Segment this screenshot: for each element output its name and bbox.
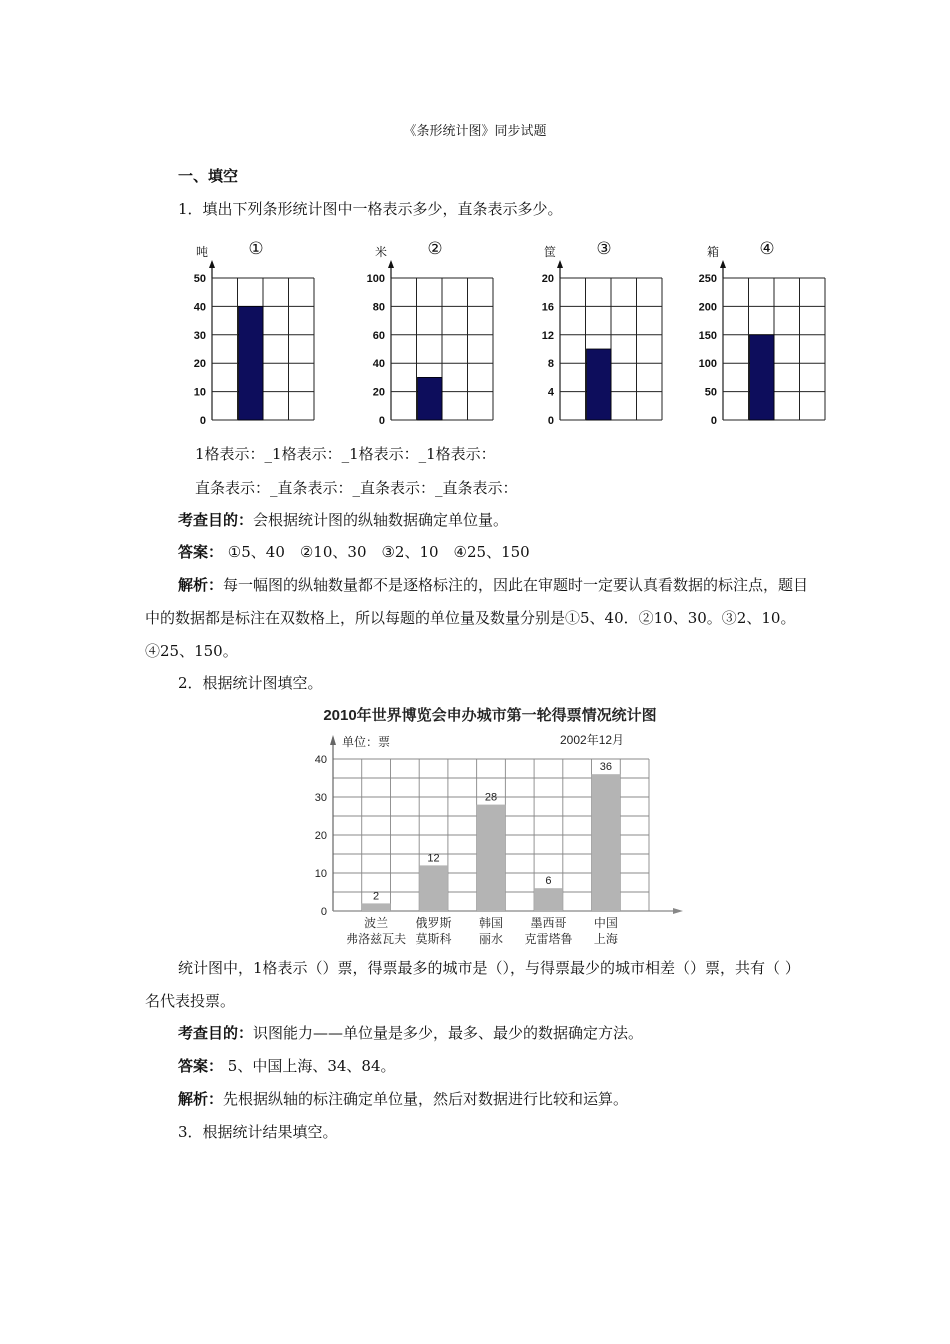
chart-marker: ② <box>427 239 443 258</box>
q1-purpose-text: 会根据统计图的纵轴数据确定单位量。 <box>253 511 509 529</box>
y-tick-label: 40 <box>372 358 385 371</box>
x-tick-label: 墨西哥 <box>530 916 567 930</box>
chart-title: 2010年世界博览会申办城市第一轮得票情况统计图 <box>323 707 657 724</box>
bar <box>418 377 443 420</box>
x-tick-label: 克雷塔鲁 <box>524 932 573 946</box>
q2-text: 统计图中，1格表示（）票，得票最多的城市是（），与得票最少的城市相差（）票，共有（ ）名代表投票。 <box>145 959 800 1010</box>
question-1: 1．填出下列条形统计图中一格表示多少，直条表示多少。 <box>178 200 563 218</box>
q2-analysis-text: 先根据纵轴的标注确定单位量，然后对数据进行比较和运算。 <box>223 1090 629 1108</box>
q1-charts <box>0 232 950 432</box>
bar <box>477 805 506 911</box>
data-label: 12 <box>427 852 440 865</box>
q2-analysis <box>178 1088 843 1110</box>
unit-label: 单位：票 <box>342 735 391 749</box>
q2-chart-svg <box>290 700 690 952</box>
y-axis-label: 箱 <box>706 245 719 259</box>
question-2: 2．根据统计图填空。 <box>178 674 323 692</box>
q2-answer-label: 答案： <box>178 1057 224 1075</box>
y-axis-arrow <box>388 260 394 268</box>
y-tick-label: 200 <box>698 301 717 314</box>
q1-chart-svg <box>0 232 950 432</box>
y-tick-label: 50 <box>193 273 206 285</box>
y-axis-label: 筐 <box>543 245 556 259</box>
x-tick-label: 中国 <box>593 916 618 930</box>
chart-marker: ③ <box>596 239 612 258</box>
q1-fill-line-2: 直条表示：_直条表示：_直条表示：_直条表示： <box>195 479 518 497</box>
q2-analysis-label: 解析： <box>178 1090 224 1108</box>
q2-purpose-label: 考查目的： <box>178 1024 254 1042</box>
q1-analysis-label: 解析： <box>178 576 224 594</box>
y-tick-label: 12 <box>541 329 554 342</box>
y-tick-label: 20 <box>372 386 385 399</box>
y-axis-arrow <box>557 260 563 268</box>
y-tick-label: 30 <box>314 792 327 804</box>
x-tick-label: 弗洛兹瓦夫 <box>346 932 407 946</box>
y-tick-label: 150 <box>698 329 717 342</box>
q1-purpose <box>178 509 843 531</box>
q2-purpose-text: 识图能力——单位量是多少，最多、最少的数据确定方法。 <box>253 1024 644 1042</box>
y-tick-label: 0 <box>320 906 327 918</box>
x-tick-label: 莫斯科 <box>415 932 452 946</box>
bar <box>534 888 563 911</box>
y-tick-label: 16 <box>541 301 554 314</box>
date-label: 2002年12月 <box>560 733 625 747</box>
chart-marker: ① <box>248 239 264 258</box>
y-axis-label: 米 <box>374 245 387 259</box>
y-axis-arrow <box>209 260 215 268</box>
y-tick-label: 40 <box>314 754 327 766</box>
data-label: 2 <box>373 890 380 903</box>
q2-chart <box>290 700 690 952</box>
data-label: 36 <box>599 761 613 774</box>
y-axis-arrow <box>330 735 336 745</box>
q1-purpose-label: 考查目的： <box>178 511 254 529</box>
q2-answer-text: 5、中国上海、34、84。 <box>223 1057 396 1075</box>
y-tick-label: 50 <box>704 386 717 399</box>
y-tick-label: 20 <box>541 273 554 285</box>
bar <box>587 349 612 420</box>
y-tick-label: 80 <box>372 301 385 314</box>
y-tick-label: 0 <box>710 415 717 427</box>
x-tick-label: 俄罗斯 <box>415 916 452 930</box>
x-tick-label: 上海 <box>593 932 618 946</box>
x-tick-label: 波兰 <box>364 916 389 930</box>
y-tick-label: 100 <box>698 358 717 371</box>
x-axis-arrow <box>673 908 683 914</box>
q1-answer <box>178 541 843 563</box>
x-tick-label: 丽水 <box>478 932 504 946</box>
doc-title: 《条形统计图》同步试题 <box>403 124 547 139</box>
y-tick-label: 250 <box>698 273 717 285</box>
y-tick-label: 20 <box>193 358 206 371</box>
section-heading: 一、填空 <box>178 167 239 185</box>
x-tick-label: 韩国 <box>478 916 504 930</box>
q1-answer-label: 答案： <box>178 543 224 561</box>
y-axis-label: 吨 <box>195 245 208 259</box>
chart-marker: ④ <box>759 239 775 258</box>
data-label: 28 <box>484 791 498 804</box>
y-tick-label: 10 <box>193 386 206 399</box>
y-tick-label: 0 <box>378 415 385 427</box>
q1-fill-line-1: 1格表示：_1格表示：_1格表示：_1格表示： <box>195 445 496 463</box>
bar <box>362 903 391 911</box>
data-label: 6 <box>545 875 552 888</box>
bar <box>239 306 264 420</box>
grid-chart-2 <box>367 239 493 427</box>
y-tick-label: 4 <box>547 386 554 399</box>
q2-purpose <box>178 1022 843 1044</box>
grid-chart-4 <box>699 239 825 427</box>
y-tick-label: 10 <box>314 868 327 880</box>
y-tick-label: 30 <box>193 329 206 342</box>
bar <box>750 335 775 420</box>
grid-chart-3 <box>542 239 662 427</box>
bar <box>419 865 448 911</box>
y-tick-label: 8 <box>547 358 554 371</box>
y-tick-label: 60 <box>372 329 385 342</box>
y-tick-label: 100 <box>366 273 385 285</box>
y-tick-label: 40 <box>193 301 206 314</box>
grid-chart-1 <box>194 239 314 427</box>
q2-answer <box>178 1055 843 1077</box>
q1-answer-text: ①5、40 ②10、30 ③2、10 ④25、150 <box>223 543 530 561</box>
bar <box>592 774 621 911</box>
q1-analysis <box>145 569 810 668</box>
y-axis-arrow <box>720 260 726 268</box>
y-tick-label: 0 <box>199 415 206 427</box>
y-tick-label: 20 <box>314 830 327 842</box>
question-3: 3．根据统计结果填空。 <box>178 1123 338 1141</box>
y-tick-label: 0 <box>547 415 554 427</box>
q1-analysis-text: 每一幅图的纵轴数量都不是逐格标注的，因此在审题时一定要认真看数据的标注点，题目中的数据都是标注在双数格上，所以每题的单位量及数量分别是①5、40．②10、30。③2、10。④25、150。 <box>145 576 809 660</box>
